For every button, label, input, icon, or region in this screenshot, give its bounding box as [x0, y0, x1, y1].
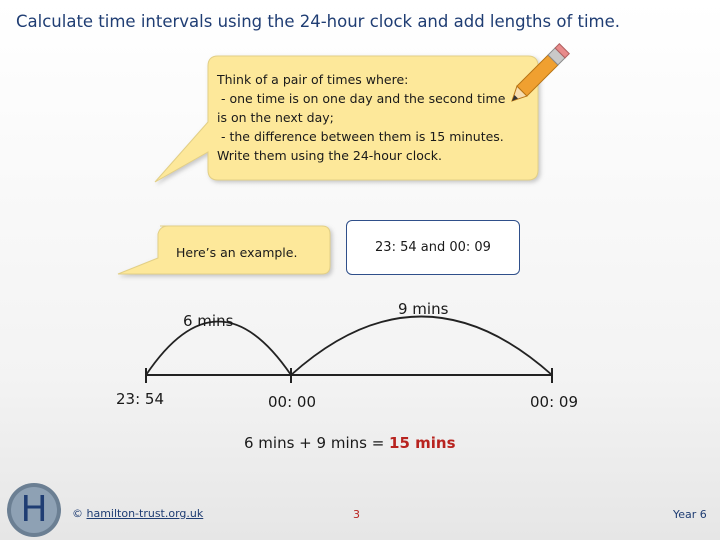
end-time-label: 00: 09 — [530, 393, 578, 411]
prompt-line: Think of a pair of times where: — [217, 72, 409, 87]
start-time-label: 23: 54 — [116, 390, 164, 408]
jump-2-label: 9 mins — [398, 300, 449, 318]
jump-1-label: 6 mins — [183, 312, 234, 330]
sum-result: 15 mins — [389, 434, 456, 452]
example-bubble-text: Here’s an example. — [176, 245, 298, 260]
jump-arc-2 — [291, 317, 552, 376]
prompt-line: - the difference between them is 15 minutes. — [217, 129, 504, 144]
prompt-line: - one time is on one day and the second time — [217, 91, 506, 106]
page-number: 3 — [353, 508, 360, 521]
copyright-symbol: © — [72, 507, 83, 520]
example-answer-box — [346, 220, 520, 275]
year-label: Year 6 — [673, 508, 707, 521]
footer-copyright — [72, 507, 203, 520]
hamilton-trust-link[interactable]: hamilton-trust.org.uk — [86, 507, 204, 520]
sum-expression: 6 mins + 9 mins = — [244, 434, 390, 452]
prompt-line: Write them using the 24-hour clock. — [217, 148, 442, 163]
page-title: Calculate time intervals using the 24-hour clock and add lengths of time. — [16, 12, 621, 31]
example-answer-text: 23: 54 and 00: 09 — [375, 240, 491, 255]
prompt-line: is on the next day; — [217, 110, 334, 125]
logo-letter: H — [20, 489, 48, 530]
prompt-bubble-text — [217, 70, 533, 165]
mid-time-label: 00: 00 — [268, 393, 316, 411]
sum-statement — [244, 434, 456, 452]
